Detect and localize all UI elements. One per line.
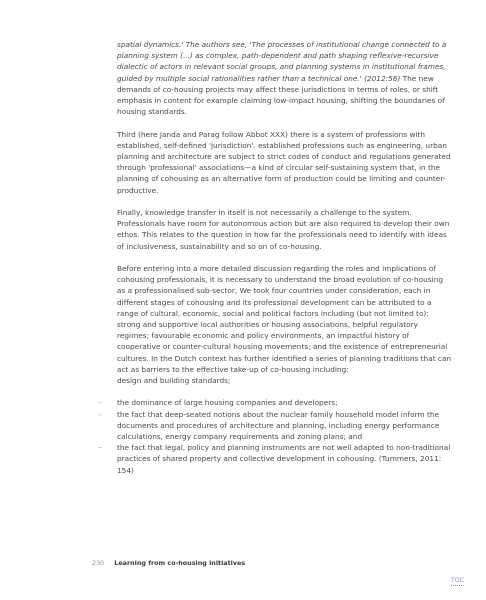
quote-text: spatial dynamics.' The authors see, 'The processes of institutional change connected to a planning system (...) as complex, path-dependent and path shaping reflexive-recursive dialectic of actors in relevant social groups, and planning systems in institutional frames, guided by multiple social rationalities rather than a technical one.' (2012:56) — [117, 40, 447, 83]
list-item-text: the fact that legal, policy and planning instruments are not well adapted to non-traditional practices of shared property and collective development in cohousing. (Tummers, 2011: 154) — [117, 443, 451, 475]
dash-bullet: – — [98, 443, 102, 453]
paragraph-evolution: Before entering into a more detailed discussion regarding the roles and implications of cohousing professionals, it is necessary to understand the broad evolution of co-housing as a professionalised sub-sector, We took four countries under consideration, each in different stages of cohousing and its professional development can be attributed to a range of cultural, economic, social and political factors including (but not limited to): strong and supportive local authorities or housing associations, helpful regulatory regimes; favourable economic and policy environments, an impactful history of cooperative or counter-cultural housing movements; and the existence of entrepreneurial cultures. In the Dutch context has further identified a series of planning traditions that can act as barriers to the effective take-up of co-housing including: — [117, 264, 452, 374]
running-title: Learning from co-housing initiatives — [114, 559, 246, 567]
list-item — [98, 442, 452, 476]
dash-bullet: – — [98, 398, 102, 408]
page-body — [98, 39, 452, 476]
paragraph-standards: design and building standards; — [117, 376, 231, 386]
paragraph-quote — [117, 39, 452, 117]
list-item-text: the fact that deep-seated notions about the nuclear family household model inform the documents and procedures of architecture and planning, including energy performance calculations, energy company requirements and zoning plans; and — [117, 409, 440, 442]
quote-followup: The new demands of co-housing projects may affect these jurisdictions in terms of roles, or shift emphasis in content for example claiming low-impact housing, shifting the boundaries of housing standards. — [117, 73, 445, 117]
barrier-list — [98, 397, 452, 475]
list-item-text: the dominance of large housing companies and developers; — [117, 398, 338, 408]
paragraph-professions: Third (here Janda and Parag follow Abbot XXX) there is a system of professions with established, self-defined 'jurisdiction'. established professions such as engineering, urban planning and architecture are subject to strict codes of conduct and regulations generated through 'professional' associations—a kind of circular self-sustaining system that, in the planning of cohousing as an alternative form of production could be limiting and counter-productive. — [117, 129, 451, 195]
page-footer — [92, 559, 245, 568]
toc-link[interactable]: TOC — [451, 577, 464, 584]
list-item — [98, 409, 452, 443]
page-number: 230 — [92, 559, 105, 567]
paragraph-knowledge-transfer: Finally, knowledge transfer in itself is not necessarily a challenge to the system. Professionals have room for autonomous action but are also required to develop their own ethos. This relates to the question in how far the professionals need to identify with ideas of inclusiveness, sustainability and so on of co-housing. — [117, 208, 450, 251]
dash-bullet: – — [98, 409, 102, 419]
list-item — [98, 397, 452, 408]
